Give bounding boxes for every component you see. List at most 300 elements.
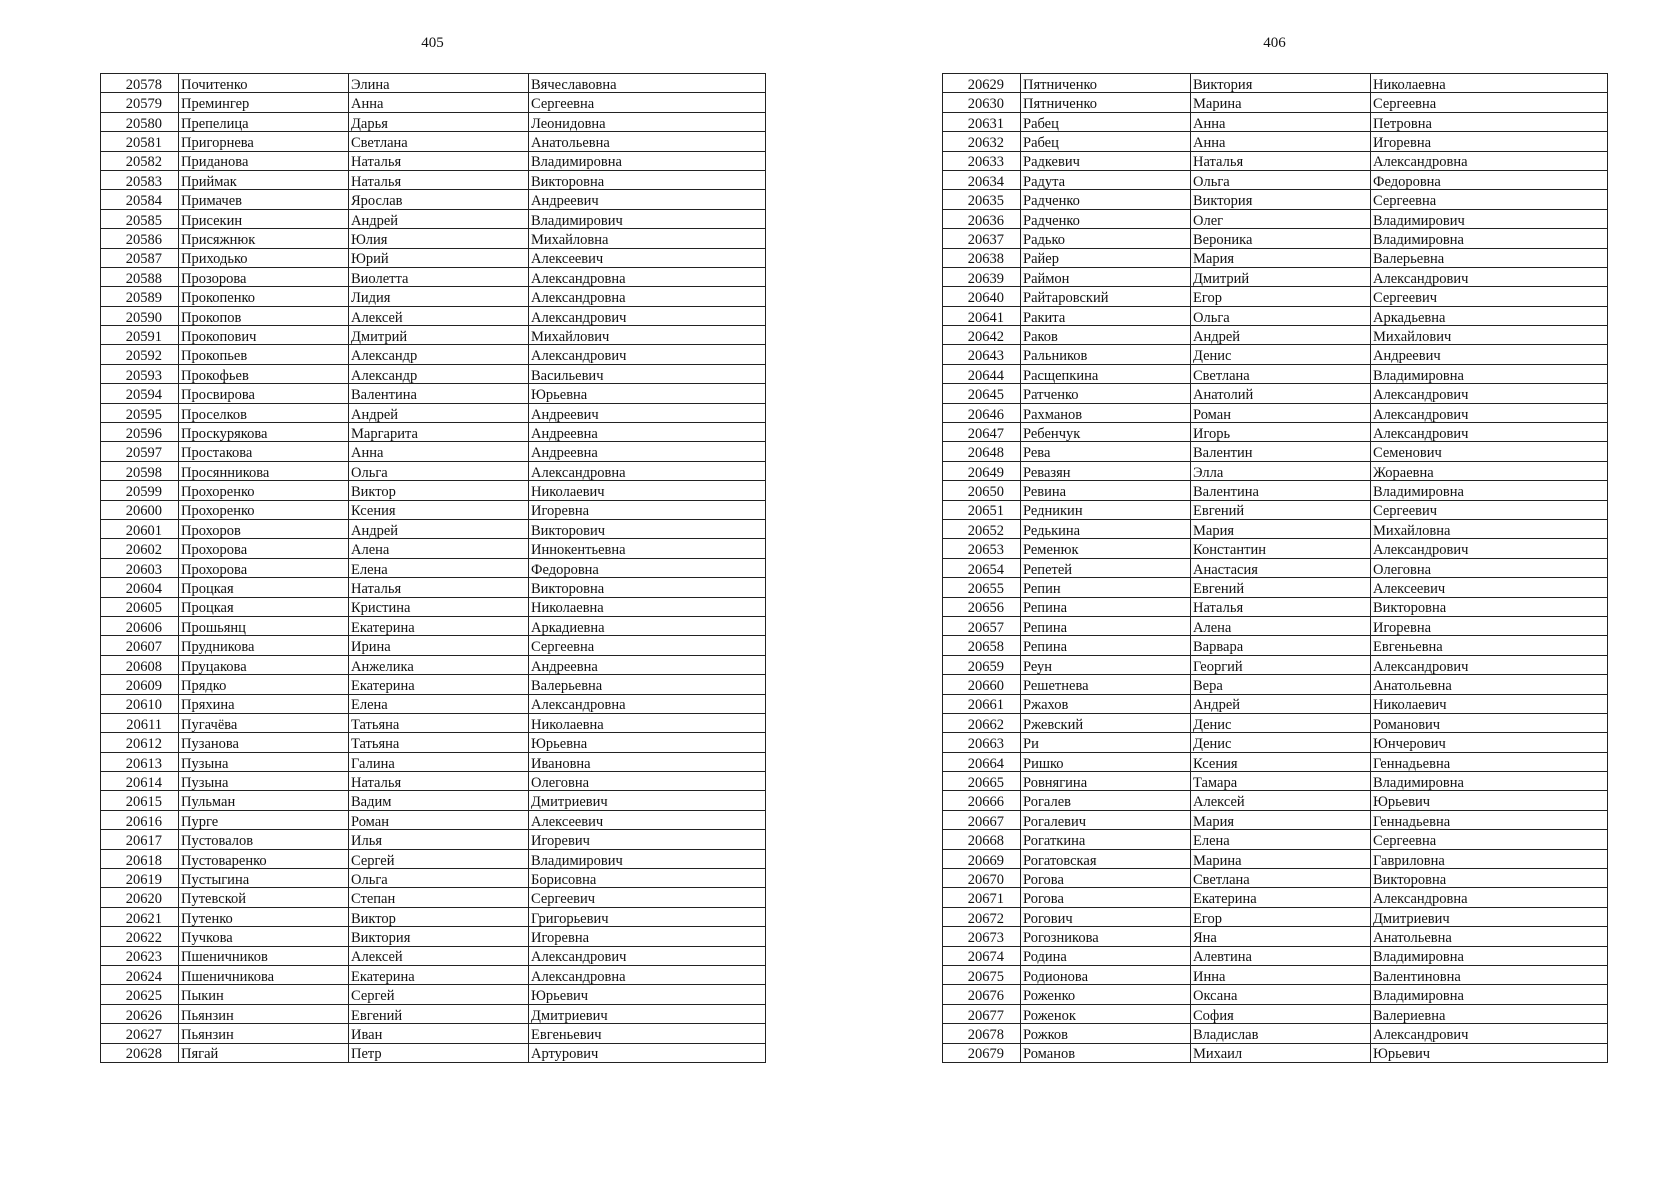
surname-cell: Раймон	[1021, 267, 1191, 286]
record-number-cell: 20604	[101, 578, 179, 597]
patronymic-cell: Андреевич	[1371, 345, 1608, 364]
record-number-cell: 20595	[101, 403, 179, 422]
surname-cell: Прокопенко	[179, 287, 349, 306]
surname-cell: Раков	[1021, 326, 1191, 345]
first-name-cell: Елена	[349, 694, 529, 713]
surname-cell: Прокопович	[179, 326, 349, 345]
surname-cell: Пягай	[179, 1043, 349, 1062]
surname-cell: Радкевич	[1021, 151, 1191, 170]
surname-cell: Радута	[1021, 170, 1191, 189]
first-name-cell: Вадим	[349, 791, 529, 810]
first-name-cell: Татьяна	[349, 733, 529, 752]
record-number-cell: 20658	[943, 636, 1021, 655]
table-row	[943, 733, 1608, 752]
surname-cell: Репина	[1021, 636, 1191, 655]
record-number-cell: 20602	[101, 539, 179, 558]
patronymic-cell: Владимировна	[529, 151, 766, 170]
surname-cell: Пульман	[179, 791, 349, 810]
patronymic-cell: Ивановна	[529, 752, 766, 771]
surname-cell: Ришко	[1021, 752, 1191, 771]
record-number-cell: 20664	[943, 752, 1021, 771]
first-name-cell: Виолетта	[349, 267, 529, 286]
patronymic-cell: Александровна	[1371, 151, 1608, 170]
patronymic-cell: Олеговна	[1371, 558, 1608, 577]
table-row	[943, 248, 1608, 267]
first-name-cell: Алексей	[1191, 791, 1371, 810]
surname-cell: Ральников	[1021, 345, 1191, 364]
table-row	[943, 655, 1608, 674]
record-number-cell: 20601	[101, 519, 179, 538]
patronymic-cell: Андреевна	[529, 655, 766, 674]
table-row	[101, 423, 766, 442]
table-row	[943, 190, 1608, 209]
table-row	[101, 869, 766, 888]
first-name-cell: Наталья	[1191, 151, 1371, 170]
record-number-cell: 20628	[101, 1043, 179, 1062]
surname-cell: Прохорова	[179, 539, 349, 558]
patronymic-cell: Александрович	[1371, 539, 1608, 558]
table-row	[943, 229, 1608, 248]
table-row	[101, 74, 766, 93]
surname-cell: Пруцакова	[179, 655, 349, 674]
record-number-cell: 20588	[101, 267, 179, 286]
surname-cell: Роженок	[1021, 1004, 1191, 1023]
table-row	[101, 151, 766, 170]
surname-cell: Прохоров	[179, 519, 349, 538]
surname-cell: Ржахов	[1021, 694, 1191, 713]
record-number-cell: 20660	[943, 675, 1021, 694]
record-number-cell: 20662	[943, 713, 1021, 732]
first-name-cell: Алексей	[349, 946, 529, 965]
first-name-cell: Алевтина	[1191, 946, 1371, 965]
patronymic-cell: Александровна	[529, 287, 766, 306]
surname-cell: Ри	[1021, 733, 1191, 752]
record-number-cell: 20675	[943, 965, 1021, 984]
record-number-cell: 20585	[101, 209, 179, 228]
first-name-cell: Екатерина	[349, 616, 529, 635]
table-row	[101, 965, 766, 984]
first-name-cell: Константин	[1191, 539, 1371, 558]
record-number-cell: 20606	[101, 616, 179, 635]
table-row	[101, 888, 766, 907]
table-row	[943, 170, 1608, 189]
surname-cell: Прокофьев	[179, 364, 349, 383]
patronymic-cell: Валериевна	[1371, 1004, 1608, 1023]
surname-cell: Ровнягина	[1021, 772, 1191, 791]
record-number-cell: 20629	[943, 74, 1021, 93]
table-row	[101, 772, 766, 791]
patronymic-cell: Андреевич	[529, 403, 766, 422]
surname-cell: Прокопов	[179, 306, 349, 325]
table-row	[101, 539, 766, 558]
surname-cell: Пустовалов	[179, 830, 349, 849]
patronymic-cell: Андреевна	[529, 423, 766, 442]
surname-cell: Решетнева	[1021, 675, 1191, 694]
first-name-cell: Наталья	[349, 578, 529, 597]
patronymic-cell: Семенович	[1371, 442, 1608, 461]
surname-cell: Прошьянц	[179, 616, 349, 635]
table-row	[101, 267, 766, 286]
table-row	[101, 752, 766, 771]
first-name-cell: Светлана	[1191, 869, 1371, 888]
record-number-cell: 20640	[943, 287, 1021, 306]
table-row	[101, 1024, 766, 1043]
table-row	[101, 384, 766, 403]
table-row	[943, 481, 1608, 500]
table-row	[943, 1043, 1608, 1062]
first-name-cell: Алексей	[349, 306, 529, 325]
table-row	[943, 209, 1608, 228]
surname-cell: Проскурякова	[179, 423, 349, 442]
record-number-cell: 20587	[101, 248, 179, 267]
record-number-cell: 20598	[101, 461, 179, 480]
patronymic-cell: Сергеевич	[529, 888, 766, 907]
first-name-cell: Денис	[1191, 713, 1371, 732]
first-name-cell: Дмитрий	[1191, 267, 1371, 286]
table-body	[101, 74, 766, 1063]
record-number-cell: 20600	[101, 500, 179, 519]
table-row	[943, 1024, 1608, 1043]
first-name-cell: Виктория	[1191, 74, 1371, 93]
table-row	[101, 597, 766, 616]
record-number-cell: 20603	[101, 558, 179, 577]
record-number-cell: 20622	[101, 927, 179, 946]
first-name-cell: Александр	[349, 364, 529, 383]
record-number-cell: 20656	[943, 597, 1021, 616]
surname-cell: Пузанова	[179, 733, 349, 752]
record-number-cell: 20672	[943, 907, 1021, 926]
patronymic-cell: Игоревна	[529, 500, 766, 519]
surname-cell: Рахманов	[1021, 403, 1191, 422]
table-row	[943, 326, 1608, 345]
table-row	[101, 1043, 766, 1062]
first-name-cell: Екатерина	[1191, 888, 1371, 907]
patronymic-cell: Борисовна	[529, 869, 766, 888]
first-name-cell: Наталья	[349, 170, 529, 189]
patronymic-cell: Юрьевич	[1371, 1043, 1608, 1062]
page-number: 406	[1263, 35, 1286, 51]
record-number-cell: 20631	[943, 112, 1021, 131]
first-name-cell: Сергей	[349, 985, 529, 1004]
patronymic-cell: Михайловна	[1371, 519, 1608, 538]
surname-cell: Ракита	[1021, 306, 1191, 325]
record-number-cell: 20642	[943, 326, 1021, 345]
patronymic-cell: Гавриловна	[1371, 849, 1608, 868]
record-number-cell: 20676	[943, 985, 1021, 1004]
surname-cell: Пригорнева	[179, 132, 349, 151]
record-number-cell: 20634	[943, 170, 1021, 189]
first-name-cell: Анна	[1191, 132, 1371, 151]
patronymic-cell: Владимирович	[529, 209, 766, 228]
table-row	[101, 694, 766, 713]
surname-cell: Радченко	[1021, 209, 1191, 228]
patronymic-cell: Дмитриевич	[529, 1004, 766, 1023]
table-row	[101, 190, 766, 209]
surname-cell: Ревазян	[1021, 461, 1191, 480]
first-name-cell: Ольга	[1191, 306, 1371, 325]
first-name-cell: Анжелика	[349, 655, 529, 674]
table-row	[101, 655, 766, 674]
surname-cell: Пьянзин	[179, 1024, 349, 1043]
patronymic-cell: Юнчерович	[1371, 733, 1608, 752]
record-number-cell: 20607	[101, 636, 179, 655]
record-number-cell: 20589	[101, 287, 179, 306]
table-row	[101, 500, 766, 519]
surname-cell: Ременюк	[1021, 539, 1191, 558]
table-row	[943, 364, 1608, 383]
first-name-cell: Татьяна	[349, 713, 529, 732]
record-number-cell: 20648	[943, 442, 1021, 461]
first-name-cell: Анна	[349, 93, 529, 112]
record-number-cell: 20584	[101, 190, 179, 209]
first-name-cell: Ирина	[349, 636, 529, 655]
first-name-cell: Оксана	[1191, 985, 1371, 1004]
name-list-table	[942, 73, 1608, 1063]
first-name-cell: Евгений	[1191, 500, 1371, 519]
record-number-cell: 20636	[943, 209, 1021, 228]
patronymic-cell: Геннадьевна	[1371, 810, 1608, 829]
first-name-cell: Роман	[349, 810, 529, 829]
patronymic-cell: Юрьевич	[529, 985, 766, 1004]
surname-cell: Родина	[1021, 946, 1191, 965]
first-name-cell: Александр	[349, 345, 529, 364]
record-number-cell: 20580	[101, 112, 179, 131]
surname-cell: Прохоренко	[179, 481, 349, 500]
record-number-cell: 20613	[101, 752, 179, 771]
first-name-cell: Денис	[1191, 733, 1371, 752]
patronymic-cell: Юрьевна	[529, 733, 766, 752]
patronymic-cell: Николаевна	[529, 713, 766, 732]
surname-cell: Пряхина	[179, 694, 349, 713]
patronymic-cell: Викторович	[529, 519, 766, 538]
first-name-cell: Евгений	[1191, 578, 1371, 597]
first-name-cell: Инна	[1191, 965, 1371, 984]
surname-cell: Простакова	[179, 442, 349, 461]
table-row	[943, 287, 1608, 306]
first-name-cell: Михаил	[1191, 1043, 1371, 1062]
record-number-cell: 20637	[943, 229, 1021, 248]
patronymic-cell: Владимировна	[1371, 364, 1608, 383]
record-number-cell: 20617	[101, 830, 179, 849]
patronymic-cell: Игоревна	[529, 927, 766, 946]
record-number-cell: 20582	[101, 151, 179, 170]
patronymic-cell: Владимировна	[1371, 229, 1608, 248]
surname-cell: Пятниченко	[1021, 93, 1191, 112]
record-number-cell: 20667	[943, 810, 1021, 829]
first-name-cell: Мария	[1191, 810, 1371, 829]
record-number-cell: 20608	[101, 655, 179, 674]
surname-cell: Романов	[1021, 1043, 1191, 1062]
table-row	[101, 93, 766, 112]
table-body	[943, 74, 1608, 1063]
record-number-cell: 20652	[943, 519, 1021, 538]
first-name-cell: Галина	[349, 752, 529, 771]
first-name-cell: Наталья	[349, 772, 529, 791]
record-number-cell: 20665	[943, 772, 1021, 791]
record-number-cell: 20654	[943, 558, 1021, 577]
table-row	[943, 616, 1608, 635]
table-row	[943, 384, 1608, 403]
patronymic-cell: Федоровна	[529, 558, 766, 577]
patronymic-cell: Петровна	[1371, 112, 1608, 131]
patronymic-cell: Михайлович	[1371, 326, 1608, 345]
table-row	[943, 403, 1608, 422]
surname-cell: Пшеничников	[179, 946, 349, 965]
table-row	[101, 519, 766, 538]
record-number-cell: 20635	[943, 190, 1021, 209]
table-row	[943, 558, 1608, 577]
table-row	[101, 1004, 766, 1023]
record-number-cell: 20638	[943, 248, 1021, 267]
first-name-cell: Андрей	[349, 519, 529, 538]
table-row	[943, 965, 1608, 984]
first-name-cell: Кристина	[349, 597, 529, 616]
patronymic-cell: Аркадьевна	[1371, 306, 1608, 325]
first-name-cell: Петр	[349, 1043, 529, 1062]
surname-cell: Реун	[1021, 655, 1191, 674]
first-name-cell: Георгий	[1191, 655, 1371, 674]
surname-cell: Райер	[1021, 248, 1191, 267]
surname-cell: Присекин	[179, 209, 349, 228]
patronymic-cell: Евгеньевич	[529, 1024, 766, 1043]
first-name-cell: Илья	[349, 830, 529, 849]
record-number-cell: 20579	[101, 93, 179, 112]
surname-cell: Рогаткина	[1021, 830, 1191, 849]
first-name-cell: Лидия	[349, 287, 529, 306]
patronymic-cell: Иннокентьевна	[529, 539, 766, 558]
patronymic-cell: Сергеевич	[1371, 287, 1608, 306]
table-row	[101, 461, 766, 480]
surname-cell: Рева	[1021, 442, 1191, 461]
patronymic-cell: Леонидовна	[529, 112, 766, 131]
record-number-cell: 20647	[943, 423, 1021, 442]
first-name-cell: Екатерина	[349, 675, 529, 694]
patronymic-cell: Александрович	[1371, 423, 1608, 442]
table-row	[943, 907, 1608, 926]
first-name-cell: Андрей	[349, 403, 529, 422]
first-name-cell: Юрий	[349, 248, 529, 267]
record-number-cell: 20619	[101, 869, 179, 888]
patronymic-cell: Александровна	[529, 461, 766, 480]
surname-cell: Пьянзин	[179, 1004, 349, 1023]
patronymic-cell: Евгеньевна	[1371, 636, 1608, 655]
table-row	[101, 209, 766, 228]
table-row	[943, 946, 1608, 965]
first-name-cell: Марина	[1191, 93, 1371, 112]
surname-cell: Радченко	[1021, 190, 1191, 209]
table-row	[943, 461, 1608, 480]
patronymic-cell: Валерьевна	[1371, 248, 1608, 267]
first-name-cell: Яна	[1191, 927, 1371, 946]
surname-cell: Прозорова	[179, 267, 349, 286]
table-row	[101, 287, 766, 306]
table-row	[943, 752, 1608, 771]
record-number-cell: 20659	[943, 655, 1021, 674]
table-row	[943, 713, 1608, 732]
table-row	[943, 772, 1608, 791]
surname-cell: Приданова	[179, 151, 349, 170]
surname-cell: Репетей	[1021, 558, 1191, 577]
table-row	[101, 810, 766, 829]
patronymic-cell: Юрьевич	[1371, 791, 1608, 810]
first-name-cell: Ярослав	[349, 190, 529, 209]
record-number-cell: 20627	[101, 1024, 179, 1043]
first-name-cell: Валентина	[1191, 481, 1371, 500]
record-number-cell: 20594	[101, 384, 179, 403]
record-number-cell: 20618	[101, 849, 179, 868]
patronymic-cell: Алексеевич	[529, 810, 766, 829]
record-number-cell: 20591	[101, 326, 179, 345]
table-row	[101, 558, 766, 577]
record-number-cell: 20611	[101, 713, 179, 732]
first-name-cell: Виктория	[1191, 190, 1371, 209]
first-name-cell: Маргарита	[349, 423, 529, 442]
first-name-cell: Наталья	[1191, 597, 1371, 616]
surname-cell: Рогатовская	[1021, 849, 1191, 868]
first-name-cell: Олег	[1191, 209, 1371, 228]
record-number-cell: 20630	[943, 93, 1021, 112]
patronymic-cell: Александрович	[1371, 384, 1608, 403]
surname-cell: Рожков	[1021, 1024, 1191, 1043]
patronymic-cell: Игоревна	[1371, 132, 1608, 151]
record-number-cell: 20597	[101, 442, 179, 461]
record-number-cell: 20650	[943, 481, 1021, 500]
surname-cell: Препелица	[179, 112, 349, 131]
record-number-cell: 20663	[943, 733, 1021, 752]
patronymic-cell: Андреевич	[529, 190, 766, 209]
surname-cell: Рабец	[1021, 132, 1191, 151]
first-name-cell: Валентина	[349, 384, 529, 403]
table-row	[101, 733, 766, 752]
surname-cell: Пятниченко	[1021, 74, 1191, 93]
first-name-cell: Марина	[1191, 849, 1371, 868]
table-row	[943, 849, 1608, 868]
table-row	[101, 578, 766, 597]
patronymic-cell: Аркадиевна	[529, 616, 766, 635]
table-row	[943, 869, 1608, 888]
record-number-cell: 20625	[101, 985, 179, 1004]
first-name-cell: Дмитрий	[349, 326, 529, 345]
patronymic-cell: Сергеевна	[529, 636, 766, 655]
patronymic-cell: Викторовна	[529, 578, 766, 597]
patronymic-cell: Викторовна	[1371, 597, 1608, 616]
patronymic-cell: Олеговна	[529, 772, 766, 791]
table-row	[943, 442, 1608, 461]
surname-cell: Прохорова	[179, 558, 349, 577]
first-name-cell: Виктор	[349, 907, 529, 926]
surname-cell: Проселков	[179, 403, 349, 422]
record-number-cell: 20623	[101, 946, 179, 965]
surname-cell: Путенко	[179, 907, 349, 926]
first-name-cell: Екатерина	[349, 965, 529, 984]
table-row	[101, 306, 766, 325]
table-row	[101, 927, 766, 946]
record-number-cell: 20605	[101, 597, 179, 616]
record-number-cell: 20646	[943, 403, 1021, 422]
table-row	[943, 132, 1608, 151]
first-name-cell: Ольга	[1191, 170, 1371, 189]
patronymic-cell: Анатольевна	[1371, 675, 1608, 694]
patronymic-cell: Игоревна	[1371, 616, 1608, 635]
first-name-cell: Егор	[1191, 287, 1371, 306]
table-row	[101, 442, 766, 461]
table-row	[101, 112, 766, 131]
table-row	[101, 907, 766, 926]
first-name-cell: Валентин	[1191, 442, 1371, 461]
table-row	[943, 74, 1608, 93]
record-number-cell: 20678	[943, 1024, 1021, 1043]
patronymic-cell: Викторовна	[1371, 869, 1608, 888]
